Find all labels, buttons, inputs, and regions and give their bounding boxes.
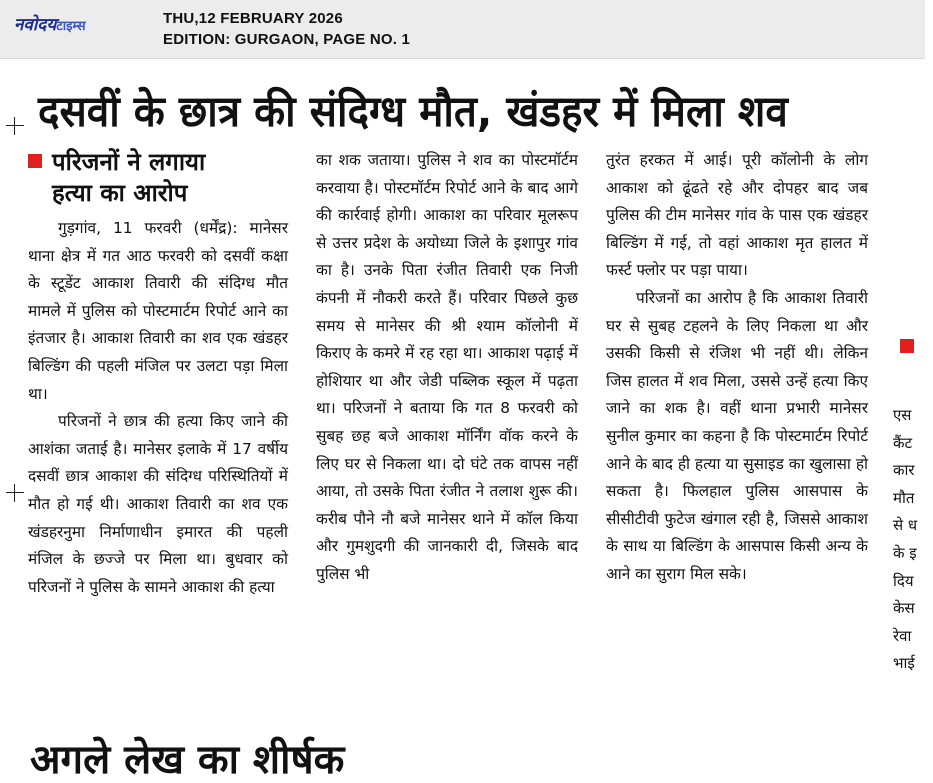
fragment-line: कैंट — [893, 433, 913, 452]
masthead-bar — [0, 0, 925, 59]
paragraph: तुरंत हरकत में आई। पूरी कॉलोनी के लोग आकाश को ढूंढते रहे और दोपहर बाद जब पुलिस की टीम मानेसर गांव के पास एक खंडहर बिल्डिंग में गई, तो वहां आकाश मृत हालत में फर्स्ट फ्लोर पर पड़ा पाया। — [606, 151, 868, 280]
paragraph: गुड़गांव, 11 फरवरी (धर्मेंद्र): मानेसर थाना क्षेत्र में गत आठ फरवरी को दसवीं कक्षा के स्टूडेंट आकाश तिवारी की संदिग्ध मौत मामले में पुलिस को पोस्टमार्टम रिपोर्ट आने का इंतजार है। आकाश तिवारी का शव एक खंडहर बिल्डिंग की पहली मंजिल पर उलटा पड़ा मिला था। — [28, 219, 288, 403]
fragment-line: दिय — [893, 571, 914, 590]
next-article-headline-strip — [0, 730, 925, 783]
logo-main-text: नवोदय — [14, 15, 57, 35]
red-square-bullet-icon — [900, 339, 914, 353]
fragment-line: से ध — [893, 516, 918, 535]
fragment-line: केस — [893, 599, 915, 618]
red-square-bullet-icon — [28, 154, 42, 168]
adjacent-article-fragment — [893, 402, 933, 678]
edition-page: EDITION: GURGAON, PAGE NO. 1 — [163, 31, 411, 48]
fragment-line: रेवा — [893, 626, 912, 645]
crop-mark-icon — [6, 484, 24, 502]
paragraph: परिजनों का आरोप है कि आकाश तिवारी घर से सुबह टहलने के लिए निकला था और उसकी किसी से रंजिश भी नहीं थी। लेकिन जिस हालत में शव मिला, उससे उन्हें हत्या किए जाने का शक है। वहीं थाना प्रभारी मानेसर सुनील कुमार का कहना है कि पोस्टमार्टम रिपोर्ट आने के बाद ही हत्या या सुसाइड का खुलासा हो सकता है। फिलहाल पुलिस आसपास के सीसीटीवी फुटेज खंगाल रही है, जिससे आकाश के साथ या बिल्डिंग के आसपास किसी अन्य के आने का सुराग मिल सके। — [606, 288, 868, 583]
fragment-line: एस — [893, 406, 912, 424]
article-subhead — [28, 147, 288, 209]
fragment-line: मौत — [893, 488, 915, 507]
logo-sub-text: टाइम्स — [56, 19, 86, 34]
subhead-line-2: हत्या का आरोप — [52, 179, 188, 207]
article-column-1 — [28, 147, 288, 601]
fragment-line: के इ — [893, 543, 917, 562]
fragment-line: भाई — [893, 654, 915, 673]
next-headline-text: अगले लेख का शीर्षक — [30, 737, 345, 783]
edition-info — [163, 8, 410, 50]
crop-mark-icon — [6, 117, 24, 135]
article-column-3 — [606, 147, 868, 589]
issue-date: THU,12 FEBRUARY 2026 — [163, 10, 343, 27]
article-headline: दसवीं के छात्र की संदिग्ध मौत, खंडहर में मिला शव — [38, 87, 788, 137]
paragraph: परिजनों ने छात्र की हत्या किए जाने की आशंका जताई है। मानेसर इलाके में 17 वर्षीय दसवीं छात्र आकाश की संदिग्ध परिस्थितियों में मौत हो गई थी। आकाश तिवारी का शव एक खंडहरनुमा निर्माणाधीन इमारत की पहली मंजिल के छज्जे पर मिला था। बुधवार को परिजनों ने पुलिस के सामने आकाश की हत्या — [28, 412, 288, 596]
paragraph: का शक जताया। पुलिस ने शव का पोस्टमॉर्टम करवाया है। पोस्टमॉर्टम रिपोर्ट आने के बाद आगे की कार्रवाई होगी। आकाश का परिवार मूलरूप से उत्तर प्रदेश के अयोध्या जिले के इशापुर गांव का है। उनके पिता रंजीत तिवारी एक निजी कंपनी में नौकरी करते हैं। परिवार पिछले कुछ समय से मानेसर की श्री श्याम कॉलोनी में किराए के कमरे में रह रहा था। आकाश पढ़ाई में होशियार था और जेडी पब्लिक स्कूल में पढ़ता था। परिजनों ने बताया कि गत 8 फरवरी को सुबह छह बजे आकाश मॉर्निंग वॉक करने के लिए घर से निकला था। दो घंटे तक वापस नहीं आया, तो उसके पिता रंजीत ने तलाश शुरू की। करीब पौने नौ बजे मानेसर थाने में कॉल किया और गुमशुदगी की जानकारी दी, जिसके बाद पुलिस भी — [316, 151, 578, 583]
subhead-line-1: परिजनों ने लगाया — [52, 148, 206, 176]
article-column-2 — [316, 147, 578, 589]
newspaper-logo[interactable] — [14, 12, 86, 35]
fragment-line: कार — [893, 461, 915, 480]
